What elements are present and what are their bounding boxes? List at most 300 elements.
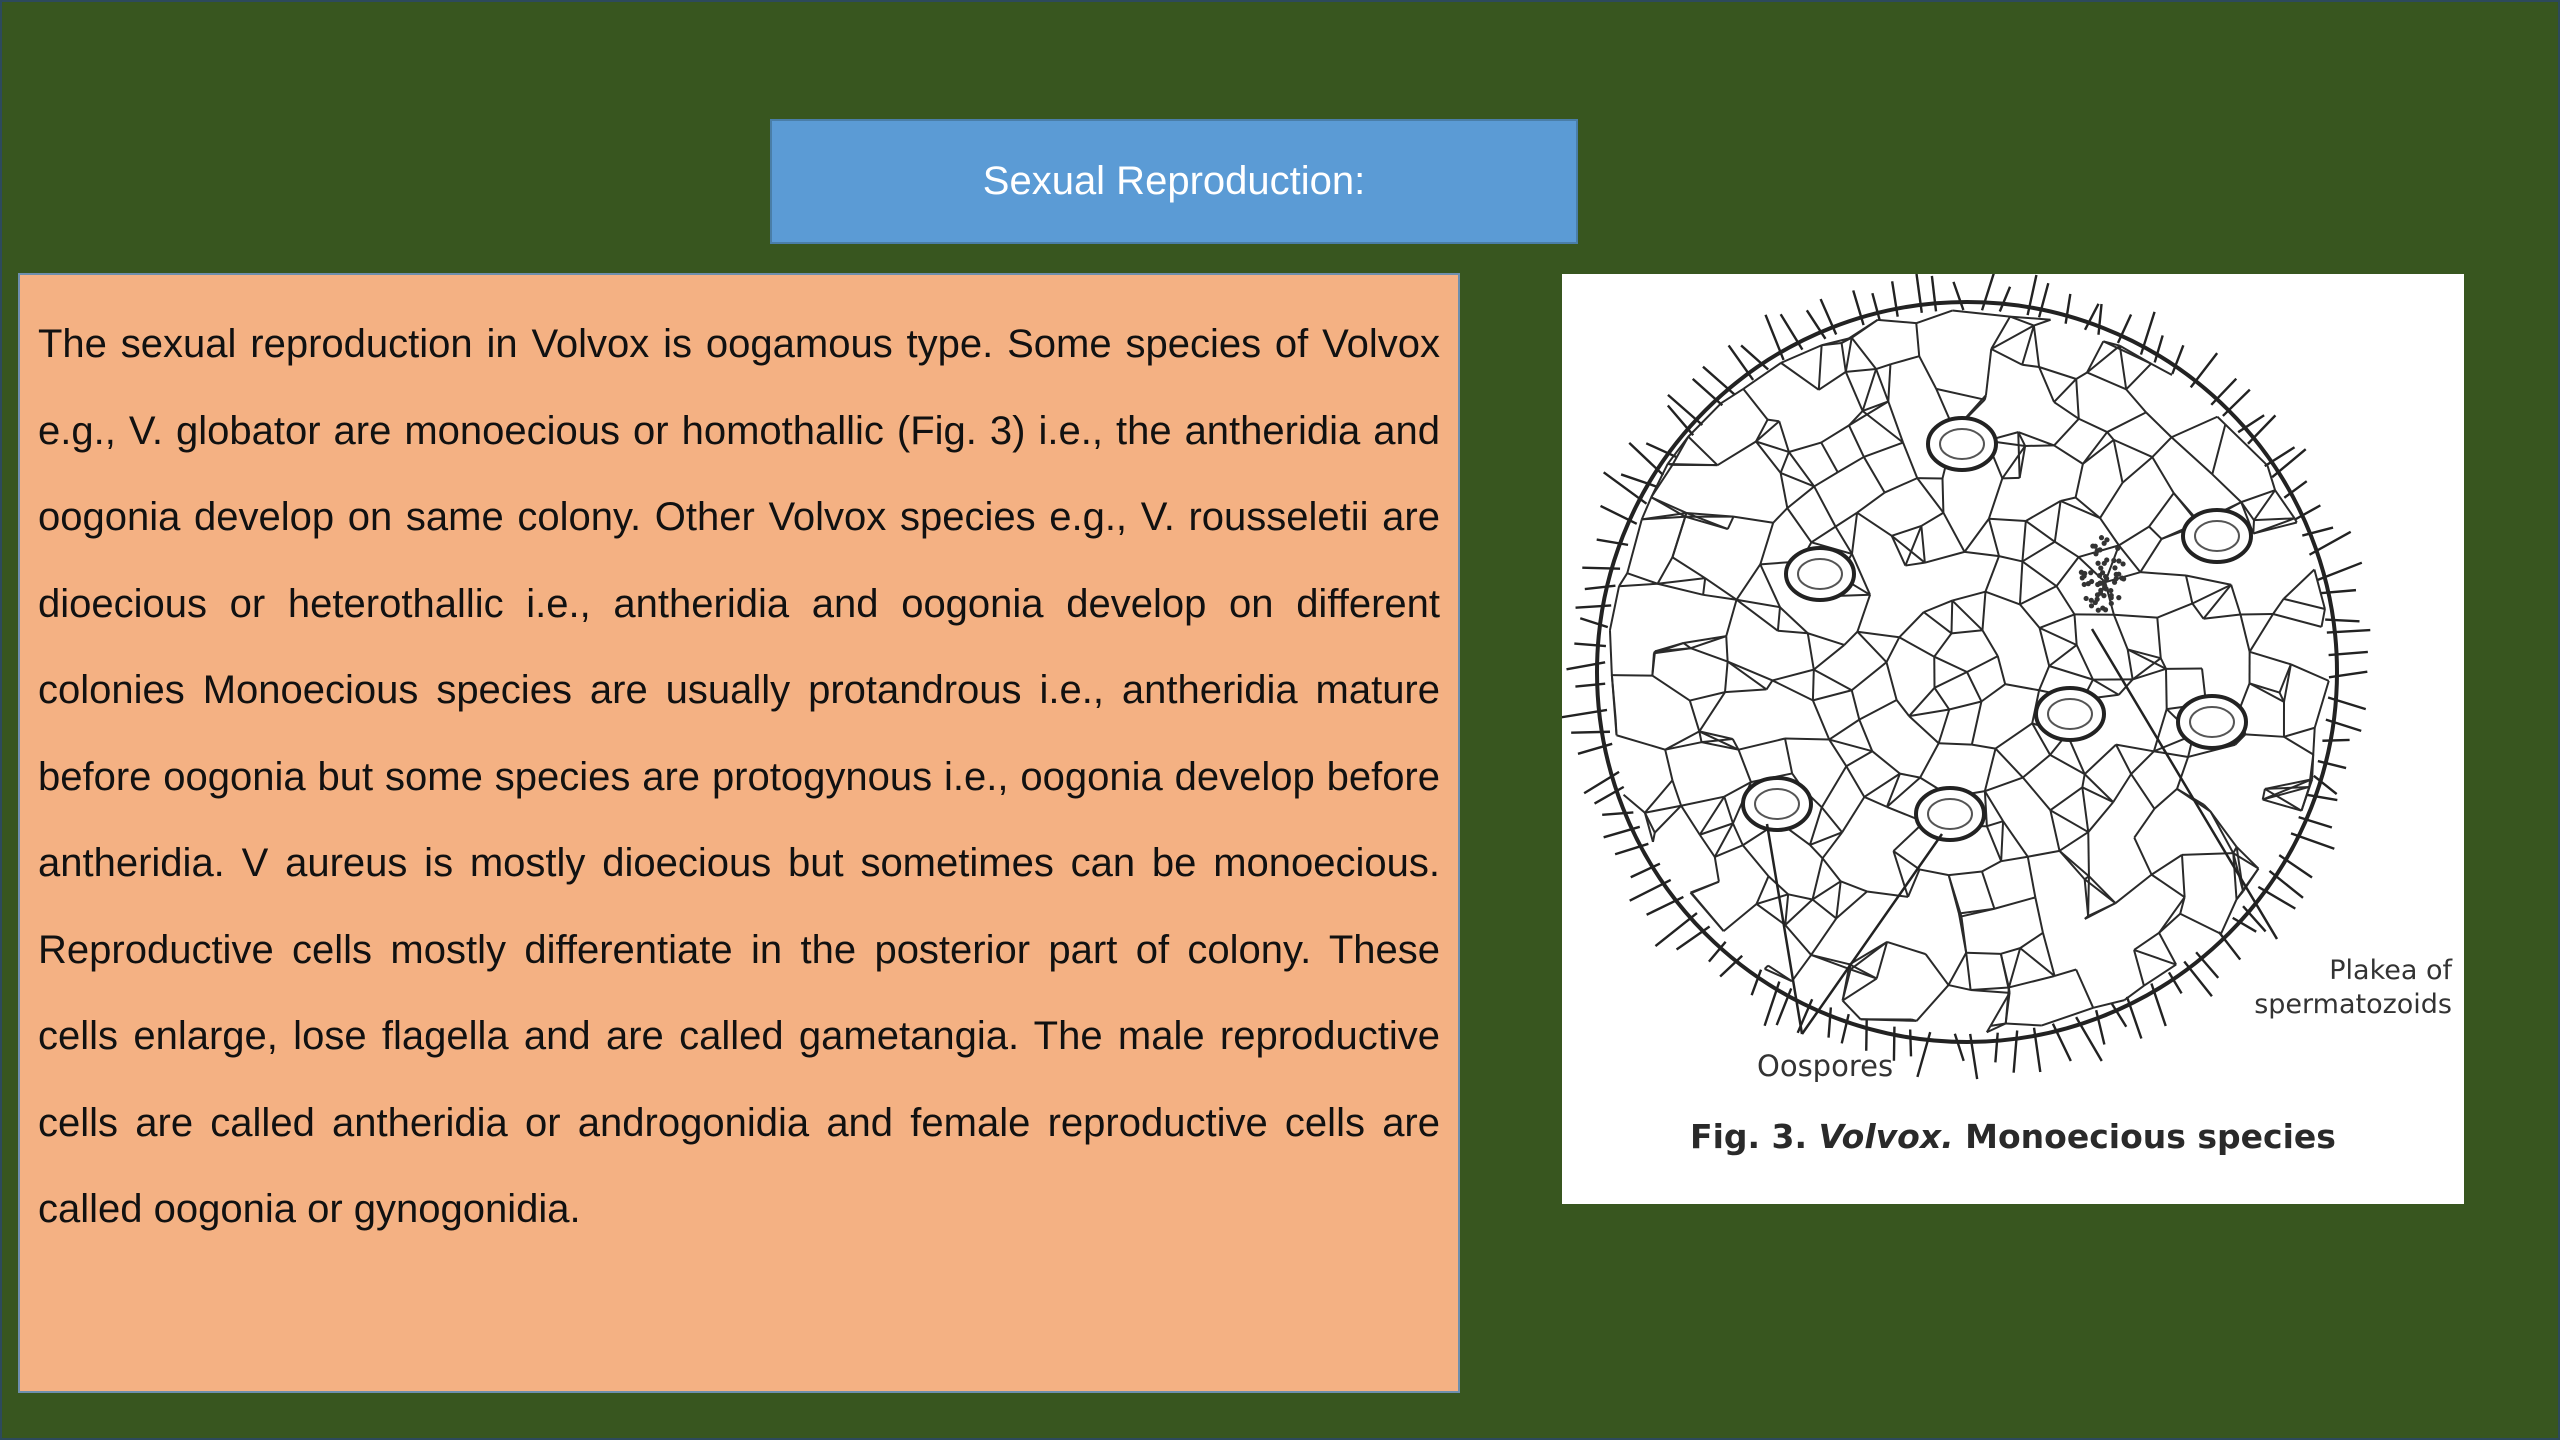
network-strand [2237, 891, 2244, 899]
network-strand [1934, 633, 1951, 656]
network-strand [2149, 493, 2174, 527]
network-strand [2082, 787, 2088, 832]
oospore [1928, 418, 1996, 470]
network-strand [1926, 954, 1949, 985]
network-strand [1919, 356, 1936, 389]
network-strand [2074, 614, 2076, 645]
slide-title-box [770, 119, 1578, 244]
network-strand [2054, 445, 2083, 463]
network-strand [1876, 364, 1890, 369]
network-strand [2022, 521, 2025, 561]
spermatozoid-dot [2102, 583, 2107, 588]
spermatozoid-dot [2097, 547, 2102, 552]
network-strand [1952, 601, 1982, 631]
oospore [2183, 510, 2251, 562]
network-strand [2313, 728, 2314, 755]
flagellum-line [2248, 415, 2275, 443]
body-text-box [18, 273, 1460, 1393]
network-strand [2273, 614, 2321, 627]
network-strand [2151, 364, 2172, 375]
oospore [1916, 788, 1984, 840]
network-strand [1852, 338, 1876, 369]
flagellum-line [1571, 732, 1610, 733]
network-strand [1863, 369, 1876, 411]
network-strand [1888, 364, 1890, 401]
spermatozoid-dot [2115, 546, 2120, 551]
spermatozoid-dot [2112, 580, 2117, 585]
volvox-colony-illustration [1562, 274, 2464, 1204]
network-strand [2284, 599, 2325, 609]
spermatozoid-dot [2093, 544, 2098, 549]
network-strand [2050, 787, 2082, 810]
network-strand [1652, 651, 1655, 675]
oospores-pointer [1802, 834, 1942, 1034]
network-strand [1619, 573, 1627, 586]
network-strand [2040, 614, 2075, 628]
network-strand [1917, 478, 1943, 513]
oospore [2036, 688, 2104, 740]
spermatozoid-dot [2100, 605, 2105, 610]
network-strand [1733, 517, 1773, 523]
network-strand [1846, 338, 1852, 372]
network-strand [1849, 425, 1864, 457]
spermatozoid-dot [2082, 571, 2087, 576]
network-strand [2240, 614, 2273, 615]
network-strand [2061, 501, 2100, 518]
network-strand [2240, 614, 2249, 651]
flagellum-line [1566, 662, 1605, 669]
network-strand [1872, 751, 1900, 773]
network-strand [1808, 633, 1845, 645]
network-strand [1668, 464, 1718, 465]
network-strand [1821, 425, 1849, 442]
network-strand [1924, 612, 1952, 633]
network-strand [2128, 649, 2133, 679]
network-strand [2034, 326, 2039, 367]
plakea-label-line2: spermatozoids [2254, 989, 2452, 1020]
flagellum-line [2320, 590, 2356, 593]
network-strand [2114, 440, 2153, 457]
network-strand [1935, 672, 1967, 688]
network-strand [1672, 780, 1681, 805]
network-strand [2114, 615, 2128, 650]
network-strand [2087, 346, 2120, 373]
network-strand [2001, 821, 2003, 861]
network-strand [1814, 645, 1845, 670]
network-strand [1785, 894, 1788, 925]
network-strand [1897, 700, 1910, 716]
network-strand [2020, 561, 2022, 604]
network-strand [1905, 563, 1924, 566]
network-strand [1987, 821, 2003, 826]
flagellum-line [1575, 684, 1605, 687]
network-strand [1743, 845, 1769, 876]
network-strand [1728, 517, 1734, 529]
network-strand [1681, 806, 1700, 835]
network-strand [2020, 948, 2054, 976]
network-strand [2009, 976, 2055, 987]
network-strand [2203, 585, 2231, 619]
network-strand [2085, 903, 2116, 919]
network-strand [2250, 614, 2273, 652]
network-strand [1814, 472, 1838, 486]
network-strand [1838, 457, 1864, 472]
network-strand [2134, 809, 2154, 838]
network-strand [2055, 542, 2079, 557]
network-strand [2085, 774, 2114, 802]
network-strand [1899, 612, 1924, 637]
network-strand [1811, 918, 1836, 955]
network-strand [1967, 672, 1981, 701]
network-strand [2055, 501, 2061, 542]
network-strand [1849, 401, 1888, 425]
network-strand [2001, 948, 2020, 954]
network-strand [2060, 851, 2089, 876]
network-strand [1688, 403, 1721, 437]
network-strand [1717, 441, 1756, 465]
network-strand [1768, 420, 1780, 422]
network-strand [2082, 787, 2113, 802]
network-strand [2076, 379, 2079, 419]
volvox-figure [1562, 274, 2464, 1204]
network-strand [2050, 810, 2088, 832]
network-strand [1760, 564, 1780, 607]
body-paragraph: The sexual reproduction in Volvox is oogamous type. Some species of Volvox e.g., V. globator are monoecious or homothallic (Fig. 3) i.e., the antheridia and oogonia develop on same colony. Other Volvox species e.g., V. rousseletii are dioecious or heterothallic i.e., antheridia and oogonia develop on different colonies Monoecious species are usually protandrous i.e., antheridia mature before oogonia but some species are protogynous i.e., oogonia develop before antheridia. V aureus is mostly dioecious but sometimes can be monoecious. Reproductive cells mostly differentiate in the posterior part of colony. These cells enlarge, lose flagella and are called gametangia. The male reproductive cells are called antheridia or androgonidia and female reproductive cells are called oogonia or gynogonidia. [38, 322, 1440, 1231]
network-strand [1658, 578, 1706, 584]
flagellum-line [1953, 282, 1963, 310]
network-strand [1715, 857, 1719, 882]
network-strand [2149, 527, 2161, 539]
network-strand [1935, 688, 1950, 710]
spermatozoid-dot [2114, 572, 2119, 577]
network-strand [1982, 861, 2001, 871]
network-strand [2023, 778, 2050, 811]
network-strand [2040, 628, 2050, 666]
network-strand [1780, 607, 1808, 633]
network-strand [1766, 680, 1772, 689]
network-strand [1836, 513, 1858, 527]
network-strand [1924, 601, 1952, 613]
network-strand [1967, 656, 1998, 672]
network-strand [2114, 615, 2157, 618]
network-strand [1989, 519, 2026, 521]
spermatozoid-dot [2097, 581, 2102, 586]
network-strand [1822, 766, 1847, 807]
network-strand [2020, 586, 2057, 604]
network-strand [1738, 750, 1750, 782]
network-strand [2093, 1000, 2124, 1008]
network-strand [1821, 443, 1838, 473]
oospore [1786, 548, 1854, 600]
network-strand [1998, 656, 2005, 684]
network-strand [2284, 728, 2315, 737]
network-strand [2322, 609, 2325, 627]
network-strand [2003, 821, 2028, 857]
flagellum-line [2243, 906, 2266, 931]
network-strand [1743, 389, 1767, 420]
spermatozoid-dot [2112, 565, 2117, 570]
network-strand [1757, 876, 1769, 904]
network-strand [1878, 320, 1917, 323]
network-strand [1996, 723, 2033, 748]
network-strand [1724, 904, 1757, 931]
flagellum-line [1932, 276, 1936, 311]
flagellum-line [1580, 618, 1608, 627]
plakea-label-line1: Plakea of [2329, 955, 2452, 986]
network-strand [2107, 432, 2114, 440]
network-strand [2018, 432, 2019, 478]
network-strand [2087, 372, 2126, 389]
network-strand [2263, 800, 2302, 811]
network-strand [1949, 953, 1967, 985]
network-strand [1920, 743, 1939, 777]
network-strand [1996, 749, 2023, 778]
spermatozoid-dot [2098, 566, 2103, 571]
network-strand [1842, 343, 1846, 372]
network-strand [1972, 745, 1996, 749]
network-strand [1985, 749, 1996, 792]
network-strand [1949, 875, 1962, 916]
flagellum-line [1677, 927, 1710, 950]
network-strand [2133, 669, 2166, 680]
network-strand [1785, 739, 1792, 774]
network-strand [1672, 513, 1686, 557]
network-strand [1836, 881, 1840, 918]
flagellum-line [2325, 620, 2359, 622]
network-strand [2126, 389, 2146, 412]
network-strand [1885, 478, 1918, 492]
network-strand [1852, 320, 1878, 338]
slide-title: Sexual Reproduction: [982, 159, 1366, 203]
network-strand [2055, 969, 2077, 975]
network-strand [1939, 743, 1972, 744]
spermatozoid-dot [2099, 535, 2104, 540]
network-strand [2088, 802, 2113, 832]
spermatozoid-dot [2121, 576, 2126, 581]
network-strand [2039, 367, 2076, 379]
spermatozoid-dot [2108, 588, 2113, 593]
network-strand [2113, 774, 2131, 802]
network-strand [1652, 676, 1689, 701]
flagellum-line [1668, 406, 1693, 436]
network-strand [1765, 966, 1768, 969]
network-strand [1813, 690, 1852, 700]
network-strand [1773, 508, 1787, 523]
network-strand [1688, 437, 1717, 466]
network-strand [1949, 701, 1981, 709]
network-strand [2061, 498, 2076, 501]
network-strand [2302, 787, 2310, 811]
network-strand [1624, 795, 1645, 813]
network-strand [2192, 585, 2231, 604]
network-strand [1989, 478, 2002, 518]
flagellum-line [1576, 605, 1612, 607]
network-strand [2152, 875, 2185, 898]
network-strand [1864, 457, 1885, 493]
spermatozoid-dot [2116, 595, 2121, 600]
spermatozoid-dot [2093, 600, 2098, 605]
network-strand [2056, 557, 2078, 586]
network-strand [1972, 701, 1982, 744]
network-strand [1966, 953, 2001, 954]
network-strand [1846, 751, 1872, 766]
network-strand [2028, 851, 2060, 857]
spermatozoid-dot [2084, 596, 2089, 601]
network-strand [2172, 417, 2218, 438]
network-strand [1724, 797, 1733, 824]
network-strand [1756, 420, 1768, 442]
network-strand [2023, 755, 2050, 778]
network-strand [1982, 630, 1997, 656]
network-strand [1725, 662, 1728, 693]
flagellum-line [1741, 345, 1768, 369]
network-strand [1846, 372, 1863, 411]
network-strand [2107, 412, 2146, 432]
network-strand [1842, 797, 1864, 832]
network-strand [1921, 526, 1924, 563]
network-strand [1844, 632, 1857, 645]
flagellum-line [2308, 795, 2338, 800]
network-strand [2050, 810, 2059, 851]
flagellum-line [2066, 294, 2071, 324]
network-strand [2039, 666, 2049, 690]
network-strand [2157, 603, 2192, 617]
network-strand [2026, 521, 2055, 542]
network-strand [1985, 395, 1986, 400]
network-strand [1936, 389, 1985, 400]
network-strand [1864, 443, 1903, 457]
network-strand [2116, 745, 2131, 774]
network-strand [1665, 750, 1672, 781]
network-strand [1982, 871, 1994, 908]
network-strand [1909, 716, 1939, 743]
network-strand [1725, 689, 1767, 692]
flagellum-line [2318, 761, 2346, 768]
flagellum-line [1585, 586, 1616, 589]
network-strand [1971, 990, 2010, 993]
spermatozoid-dot [2097, 573, 2102, 578]
network-strand [2020, 933, 2043, 948]
network-strand [1810, 845, 1823, 858]
network-strand [2273, 599, 2284, 614]
network-strand [2114, 440, 2123, 483]
network-strand [1981, 684, 2005, 701]
network-strand [2212, 474, 2241, 502]
network-strand [1737, 564, 1761, 599]
network-strand [1681, 797, 1724, 806]
network-strand [2060, 832, 2089, 851]
network-strand [2054, 402, 2079, 419]
network-strand [1859, 700, 1896, 720]
network-strand [1785, 739, 1829, 740]
flagellum-line [1829, 1007, 1831, 1037]
network-strand [1658, 584, 1704, 595]
network-strand [2082, 774, 2084, 787]
network-strand [1900, 774, 1920, 778]
network-strand [1691, 648, 1728, 661]
network-strand [1857, 632, 1886, 662]
network-strand [2217, 417, 2225, 425]
network-strand [2134, 838, 2151, 875]
spermatozoid-dot [2116, 558, 2121, 563]
network-strand [1733, 823, 1743, 845]
network-strand [2035, 897, 2043, 932]
network-strand [2131, 774, 2154, 809]
network-strand [2005, 684, 2039, 690]
network-strand [1841, 881, 1867, 891]
network-strand [1985, 791, 2003, 821]
network-strand [1857, 493, 1885, 513]
network-strand [2186, 576, 2192, 604]
network-strand [2076, 498, 2100, 519]
network-strand [2182, 855, 2185, 897]
spermatozoid-dot [2109, 593, 2114, 598]
network-strand [2154, 751, 2188, 757]
network-strand [1836, 891, 1867, 918]
flagellum-line [2211, 379, 2236, 405]
network-strand [1899, 637, 1934, 656]
network-strand [2039, 367, 2054, 402]
network-strand [2134, 933, 2159, 950]
network-strand [1887, 942, 1926, 954]
network-strand [1852, 513, 1857, 554]
network-strand [2186, 576, 2231, 585]
flagellum-line [2000, 287, 2010, 312]
network-strand [2212, 424, 2225, 474]
flagellum-line [1574, 644, 1606, 646]
network-strand [2076, 464, 2083, 498]
network-strand [1921, 513, 1943, 526]
network-strand [1738, 739, 1785, 750]
network-strand [1785, 899, 1812, 924]
network-strand [2054, 379, 2076, 402]
oospore [1743, 778, 1811, 830]
network-strand [1792, 955, 1811, 981]
network-strand [1903, 443, 1917, 479]
network-strand [1700, 797, 1725, 835]
network-strand [1951, 630, 1982, 633]
network-strand [1781, 473, 1788, 508]
network-strand [1952, 592, 1985, 601]
network-strand [1757, 894, 1789, 904]
network-strand [2192, 603, 2203, 618]
network-strand [2049, 666, 2093, 680]
network-strand [1819, 345, 1822, 390]
network-strand [2076, 372, 2087, 379]
network-strand [1808, 633, 1814, 669]
network-strand [1952, 311, 2010, 317]
network-strand [1610, 630, 1612, 675]
network-strand [1617, 735, 1666, 749]
network-strand [1890, 356, 1919, 364]
figure-caption [1562, 1117, 2464, 1156]
network-strand [1787, 486, 1814, 508]
network-strand [2049, 645, 2076, 666]
network-strand [1822, 807, 1842, 832]
network-strand [1703, 578, 1705, 595]
flagellum-line [1602, 812, 1633, 814]
network-strand [1846, 766, 1864, 797]
network-strand [1942, 478, 1943, 512]
caption-genus: Volvox. [1818, 1117, 1954, 1156]
network-strand [1982, 592, 1985, 631]
network-strand [2291, 664, 2329, 681]
network-strand [2245, 734, 2284, 736]
network-strand [1857, 513, 1892, 536]
network-strand [1989, 519, 1999, 556]
network-strand [2250, 652, 2291, 665]
network-strand [1726, 636, 1727, 661]
